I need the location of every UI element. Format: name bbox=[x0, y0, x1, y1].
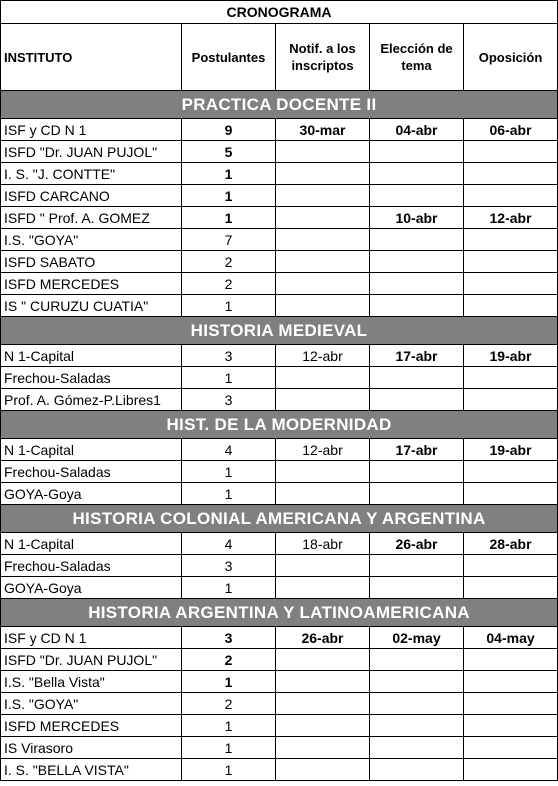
table-row bbox=[1, 163, 558, 185]
cell-notificacion bbox=[276, 229, 370, 251]
cell-notificacion bbox=[276, 295, 370, 317]
cell-notificacion bbox=[276, 577, 370, 599]
cell-postulantes: 9 bbox=[182, 119, 276, 141]
cell-oposicion bbox=[464, 577, 558, 599]
cell-instituto: N 1-Capital bbox=[1, 439, 182, 461]
cell-eleccion bbox=[370, 577, 464, 599]
cell-eleccion: 26-abr bbox=[370, 533, 464, 555]
cell-notificacion bbox=[276, 555, 370, 577]
cell-eleccion: 17-abr bbox=[370, 439, 464, 461]
table-title: CRONOGRAMA bbox=[1, 1, 558, 24]
column-header-instituto bbox=[1, 24, 182, 91]
cell-instituto: ISF y CD N 1 bbox=[1, 119, 182, 141]
cell-oposicion: 12-abr bbox=[464, 207, 558, 229]
cell-eleccion bbox=[370, 185, 464, 207]
cell-notificacion: 18-abr bbox=[276, 533, 370, 555]
cell-eleccion bbox=[370, 461, 464, 483]
cell-eleccion: 04-abr bbox=[370, 119, 464, 141]
cell-eleccion bbox=[370, 759, 464, 781]
cell-postulantes: 1 bbox=[182, 185, 276, 207]
section-title: HISTORIA ARGENTINA Y LATINOAMERICANA bbox=[1, 599, 558, 627]
cell-oposicion bbox=[464, 483, 558, 505]
cell-notificacion bbox=[276, 273, 370, 295]
column-header-label: Notif. a los inscriptos bbox=[289, 41, 356, 73]
cell-postulantes: 3 bbox=[182, 555, 276, 577]
cell-postulantes: 1 bbox=[182, 367, 276, 389]
cell-eleccion bbox=[370, 295, 464, 317]
cell-notificacion bbox=[276, 367, 370, 389]
cell-oposicion: 19-abr bbox=[464, 345, 558, 367]
section-title: PRACTICA DOCENTE II bbox=[1, 91, 558, 119]
cell-eleccion bbox=[370, 483, 464, 505]
cell-oposicion: 28-abr bbox=[464, 533, 558, 555]
cell-instituto: ISFD MERCEDES bbox=[1, 715, 182, 737]
cell-postulantes: 2 bbox=[182, 649, 276, 671]
cell-instituto: I. S. "J. CONTTE" bbox=[1, 163, 182, 185]
table-row bbox=[1, 649, 558, 671]
cell-instituto: Prof. A. Gómez-P.Libres1 bbox=[1, 389, 182, 411]
cell-postulantes: 1 bbox=[182, 207, 276, 229]
cell-oposicion bbox=[464, 555, 558, 577]
cell-notificacion bbox=[276, 649, 370, 671]
section-title: HISTORIA COLONIAL AMERICANA Y ARGENTINA bbox=[1, 505, 558, 533]
table-row bbox=[1, 671, 558, 693]
cell-eleccion bbox=[370, 671, 464, 693]
table-row bbox=[1, 295, 558, 317]
table-row bbox=[1, 693, 558, 715]
cell-oposicion bbox=[464, 715, 558, 737]
cell-postulantes: 5 bbox=[182, 141, 276, 163]
cell-instituto: I.S. "GOYA" bbox=[1, 229, 182, 251]
column-header-label: INSTITUTO bbox=[4, 49, 73, 65]
cell-notificacion: 12-abr bbox=[276, 345, 370, 367]
cell-eleccion bbox=[370, 555, 464, 577]
cell-instituto: GOYA-Goya bbox=[1, 577, 182, 599]
cell-postulantes: 1 bbox=[182, 737, 276, 759]
header-row bbox=[1, 24, 558, 91]
cell-notificacion bbox=[276, 207, 370, 229]
cell-postulantes: 4 bbox=[182, 533, 276, 555]
table-row bbox=[1, 345, 558, 367]
section-header-row bbox=[1, 411, 558, 439]
cell-instituto: ISFD SABATO bbox=[1, 251, 182, 273]
table-row bbox=[1, 389, 558, 411]
cell-oposicion bbox=[464, 251, 558, 273]
cell-eleccion bbox=[370, 273, 464, 295]
cell-eleccion bbox=[370, 737, 464, 759]
table-row bbox=[1, 555, 558, 577]
section-title: HIST. DE LA MODERNIDAD bbox=[1, 411, 558, 439]
cell-instituto: ISFD "Dr. JUAN PUJOL" bbox=[1, 649, 182, 671]
section-header-row bbox=[1, 599, 558, 627]
cell-notificacion bbox=[276, 483, 370, 505]
cell-postulantes: 3 bbox=[182, 345, 276, 367]
cell-instituto: I.S. "GOYA" bbox=[1, 693, 182, 715]
table-row bbox=[1, 229, 558, 251]
cell-notificacion bbox=[276, 251, 370, 273]
cell-instituto: ISFD CARCANO bbox=[1, 185, 182, 207]
cell-oposicion bbox=[464, 461, 558, 483]
cell-notificacion bbox=[276, 185, 370, 207]
cell-postulantes: 2 bbox=[182, 251, 276, 273]
cell-notificacion bbox=[276, 737, 370, 759]
cell-postulantes: 2 bbox=[182, 693, 276, 715]
table-row bbox=[1, 439, 558, 461]
section-header-row bbox=[1, 505, 558, 533]
cell-postulantes: 1 bbox=[182, 483, 276, 505]
cell-notificacion: 26-abr bbox=[276, 627, 370, 649]
cell-oposicion bbox=[464, 737, 558, 759]
cell-eleccion bbox=[370, 229, 464, 251]
table-row bbox=[1, 367, 558, 389]
cell-instituto: N 1-Capital bbox=[1, 345, 182, 367]
table-row bbox=[1, 737, 558, 759]
table-row bbox=[1, 141, 558, 163]
cell-notificacion bbox=[276, 461, 370, 483]
cell-oposicion bbox=[464, 229, 558, 251]
cell-eleccion: 17-abr bbox=[370, 345, 464, 367]
cell-instituto: IS " CURUZU CUATIA" bbox=[1, 295, 182, 317]
section-header-row bbox=[1, 91, 558, 119]
cell-postulantes: 1 bbox=[182, 577, 276, 599]
cell-notificacion bbox=[276, 141, 370, 163]
cell-eleccion bbox=[370, 693, 464, 715]
cell-notificacion bbox=[276, 671, 370, 693]
table-row bbox=[1, 273, 558, 295]
table-row bbox=[1, 119, 558, 141]
table-body bbox=[1, 1, 558, 781]
column-header-label: Elección de tema bbox=[380, 41, 453, 73]
cell-eleccion bbox=[370, 141, 464, 163]
cell-oposicion bbox=[464, 141, 558, 163]
column-header-label: Oposición bbox=[478, 49, 543, 65]
cell-postulantes: 1 bbox=[182, 715, 276, 737]
table-row bbox=[1, 759, 558, 781]
cell-oposicion bbox=[464, 649, 558, 671]
cell-eleccion bbox=[370, 715, 464, 737]
cell-instituto: GOYA-Goya bbox=[1, 483, 182, 505]
cell-instituto: ISFD " Prof. A. GOMEZ bbox=[1, 207, 182, 229]
column-header-label: Postulantes bbox=[191, 49, 266, 65]
cell-instituto: N 1-Capital bbox=[1, 533, 182, 555]
cell-instituto: ISFD "Dr. JUAN PUJOL" bbox=[1, 141, 182, 163]
table-row bbox=[1, 577, 558, 599]
cell-eleccion: 10-abr bbox=[370, 207, 464, 229]
column-header-eleccion bbox=[370, 24, 464, 91]
cell-instituto: Frechou-Saladas bbox=[1, 555, 182, 577]
table-row bbox=[1, 483, 558, 505]
cell-oposicion bbox=[464, 163, 558, 185]
cell-oposicion bbox=[464, 759, 558, 781]
cell-oposicion bbox=[464, 693, 558, 715]
cell-postulantes: 1 bbox=[182, 461, 276, 483]
cell-notificacion bbox=[276, 715, 370, 737]
cell-instituto: I.S. "Bella Vista" bbox=[1, 671, 182, 693]
cell-eleccion: 02-may bbox=[370, 627, 464, 649]
cell-instituto: ISFD MERCEDES bbox=[1, 273, 182, 295]
cell-eleccion bbox=[370, 367, 464, 389]
cell-postulantes: 7 bbox=[182, 229, 276, 251]
cell-eleccion bbox=[370, 389, 464, 411]
title-row bbox=[1, 1, 558, 24]
table-row bbox=[1, 533, 558, 555]
cell-oposicion: 06-abr bbox=[464, 119, 558, 141]
cell-instituto: IS Virasoro bbox=[1, 737, 182, 759]
section-title: HISTORIA MEDIEVAL bbox=[1, 317, 558, 345]
cell-oposicion bbox=[464, 367, 558, 389]
table-row bbox=[1, 251, 558, 273]
cell-notificacion bbox=[276, 759, 370, 781]
cell-postulantes: 3 bbox=[182, 627, 276, 649]
section-header-row bbox=[1, 317, 558, 345]
table-row bbox=[1, 715, 558, 737]
cell-instituto: Frechou-Saladas bbox=[1, 367, 182, 389]
cell-eleccion bbox=[370, 251, 464, 273]
cell-notificacion bbox=[276, 389, 370, 411]
column-header-notificacion bbox=[276, 24, 370, 91]
cell-postulantes: 1 bbox=[182, 671, 276, 693]
cell-oposicion bbox=[464, 295, 558, 317]
table-row bbox=[1, 185, 558, 207]
cell-oposicion: 04-may bbox=[464, 627, 558, 649]
cell-instituto: Frechou-Saladas bbox=[1, 461, 182, 483]
cell-oposicion bbox=[464, 273, 558, 295]
cell-eleccion bbox=[370, 163, 464, 185]
column-header-postulantes bbox=[182, 24, 276, 91]
cell-postulantes: 3 bbox=[182, 389, 276, 411]
cell-notificacion bbox=[276, 163, 370, 185]
cell-oposicion bbox=[464, 185, 558, 207]
cell-instituto: ISF y CD N 1 bbox=[1, 627, 182, 649]
cell-notificacion: 12-abr bbox=[276, 439, 370, 461]
cell-postulantes: 1 bbox=[182, 295, 276, 317]
cell-postulantes: 2 bbox=[182, 273, 276, 295]
cell-postulantes: 1 bbox=[182, 163, 276, 185]
table-row bbox=[1, 627, 558, 649]
cell-instituto: I. S. "BELLA VISTA" bbox=[1, 759, 182, 781]
cell-oposicion bbox=[464, 389, 558, 411]
cell-postulantes: 1 bbox=[182, 759, 276, 781]
table-row bbox=[1, 207, 558, 229]
cell-postulantes: 4 bbox=[182, 439, 276, 461]
cell-notificacion: 30-mar bbox=[276, 119, 370, 141]
cell-oposicion: 19-abr bbox=[464, 439, 558, 461]
table-row bbox=[1, 461, 558, 483]
column-header-oposicion bbox=[464, 24, 558, 91]
cell-notificacion bbox=[276, 693, 370, 715]
cell-eleccion bbox=[370, 649, 464, 671]
cell-oposicion bbox=[464, 671, 558, 693]
